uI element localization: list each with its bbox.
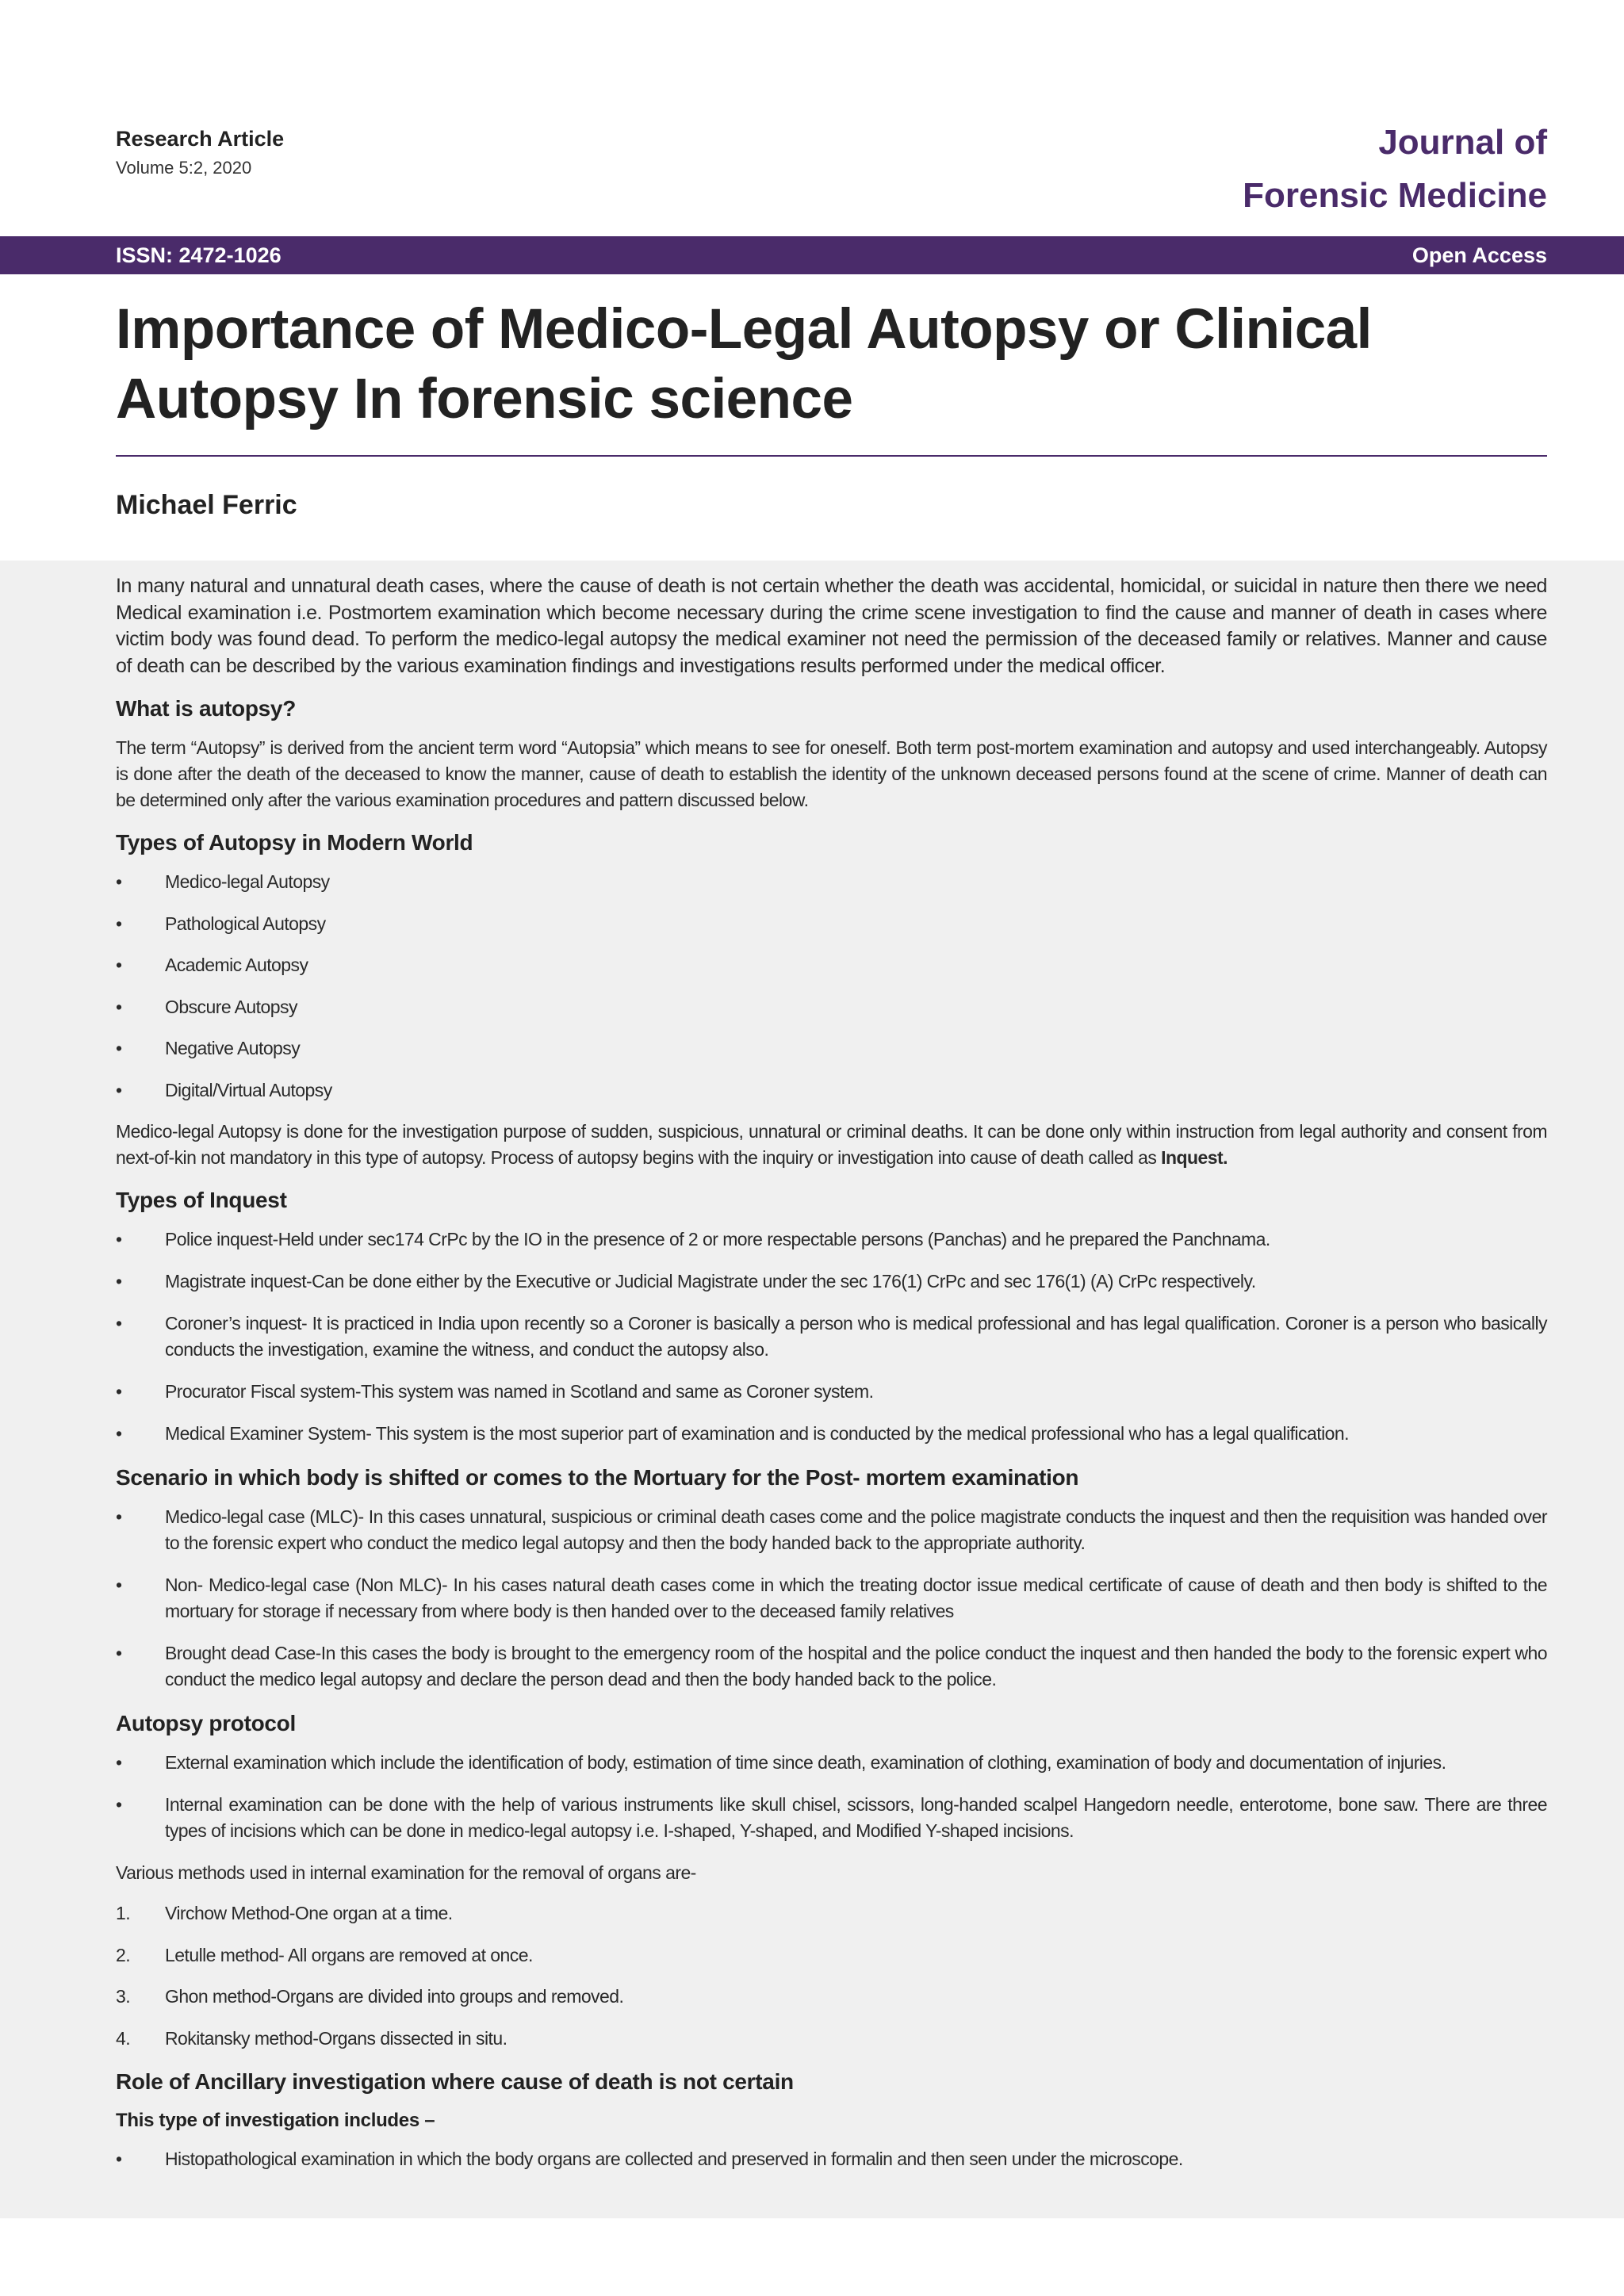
bullet-marker: • <box>116 1038 122 1058</box>
list-item <box>116 1035 1547 1062</box>
list-item <box>116 1226 1547 1253</box>
journal-name-line-1: Journal of <box>1378 123 1547 162</box>
list-item-text: Virchow Method-One organ at a time. <box>165 1903 453 1923</box>
methods-list <box>116 1900 1547 2052</box>
list-item <box>116 1750 1547 1776</box>
list-item <box>116 1984 1547 2010</box>
bullet-marker: • <box>116 1313 122 1334</box>
list-item <box>116 2026 1547 2052</box>
methods-intro: Various methods used in internal examination for the removal of organs are- <box>116 1862 696 1883</box>
inquest-term: Inquest. <box>1161 1147 1228 1168</box>
list-item <box>116 1421 1547 1447</box>
list-item-text: Coroner’s inquest- It is practiced in India upon recently so a Coroner is basically a person who is medical professional and has legal qualification. Coroner is a person who basically conducts the investigation, examine the witness, and conduct the autopsy also. <box>165 1313 1547 1360</box>
page-header <box>0 0 1624 236</box>
bullet-marker: • <box>116 1381 122 1402</box>
article-type: Research Article <box>116 127 285 151</box>
ancillary-list <box>116 2146 1547 2172</box>
what-is-autopsy-text: The term “Autopsy” is derived from the ancient term word “Autopsia” which means to see for oneself. Both term post-mortem examination and autopsy and used interchangeably. Autopsy is done after the death of the deceased to know the manner, cause of death to establish the identity of the unknown deceased persons found at the scene of crime. Manner of death can be determined only after the various examination procedures and pattern discussed below. <box>116 737 1547 810</box>
list-item-text: Police inquest-Held under sec174 CrPc by the IO in the presence of 2 or more respectable persons (Panchas) and he prepared the Panchnama. <box>165 1229 1270 1249</box>
title-divider <box>116 455 1547 457</box>
list-item <box>116 1640 1547 1693</box>
list-item <box>116 952 1547 978</box>
bullet-marker: • <box>116 1423 122 1444</box>
list-item-text: Internal examination can be done with the help of various instruments like skull chisel, scissors, long-handed scalpel Hangedorn needle, enterotome, bone saw. There are three types of incisions which can be done in medico-legal autopsy i.e. I-shaped, Y-shaped, and Modified Y-shaped incisions. <box>165 1794 1547 1841</box>
list-item-text: Obscure Autopsy <box>165 996 297 1017</box>
list-item <box>116 1269 1547 1295</box>
bullet-marker: • <box>116 1794 122 1815</box>
list-item-text: Academic Autopsy <box>165 955 308 975</box>
list-item <box>116 1942 1547 1969</box>
bullet-marker: • <box>116 1752 122 1773</box>
list-number: 1. <box>116 1903 131 1923</box>
author-name: Michael Ferric <box>116 490 297 520</box>
journal-name <box>1243 116 1547 222</box>
section-heading-autopsy-protocol: Autopsy protocol <box>116 1711 296 1735</box>
list-item <box>116 911 1547 937</box>
bullet-marker: • <box>116 1079 122 1100</box>
list-item <box>116 1900 1547 1927</box>
list-item <box>116 1379 1547 1405</box>
list-item-text: Brought dead Case-In this cases the body is brought to the emergency room of the hospital and the police conduct the inquest and then handed the body to the forensic expert who conduct the medico legal autopsy and declare the person dead and then the body handed back to the police. <box>165 1643 1547 1689</box>
article-title: Importance of Medico-Legal Autopsy or Clinical Autopsy In forensic science <box>116 298 1372 430</box>
types-of-inquest-list <box>116 1226 1547 1447</box>
list-item <box>116 1311 1547 1363</box>
bullet-marker: • <box>116 996 122 1017</box>
list-item-text: Digital/Virtual Autopsy <box>165 1079 332 1100</box>
issn-band <box>0 236 1624 274</box>
bullet-marker: • <box>116 1575 122 1595</box>
list-number: 4. <box>116 2027 131 2049</box>
open-access-label: Open Access <box>1411 243 1547 267</box>
bullet-marker: • <box>116 2149 122 2169</box>
list-item-text: Medico-legal case (MLC)- In this cases unnatural, suspicious or criminal death cases come and the police magistrate conducts the inquest and then the requisition was handed over to the forensic expert who conduct the medico legal autopsy and then the body handed back to the appropriate authority. <box>165 1506 1547 1553</box>
article-body <box>0 561 1624 2218</box>
article-body-text <box>116 573 1547 2188</box>
types-of-autopsy-list <box>116 869 1547 1104</box>
list-item <box>116 1077 1547 1104</box>
bullet-marker: • <box>116 913 122 934</box>
list-item-text: Pathological Autopsy <box>165 913 326 934</box>
list-item <box>116 2146 1547 2172</box>
list-item-text: Non- Medico-legal case (Non MLC)- In his cases natural death cases come in which the treating doctor issue medical certificate of cause of death and then body is shifted to the mortuary for storage if necessary from where body is then handed over to the deceased family relatives <box>165 1575 1547 1621</box>
list-item-text: Procurator Fiscal system-This system was named in Scotland and same as Coroner system. <box>165 1381 874 1402</box>
medico-legal-text: Medico-legal Autopsy is done for the investigation purpose of sudden, suspicious, unnatural or criminal deaths. It can be done only within instruction from legal authority and consent from next-of-kin not mandatory in this type of autopsy. Process of autopsy begins with the inquiry or investigation into cause of death called as <box>116 1121 1547 1168</box>
section-heading-ancillary-investigation: Role of Ancillary investigation where cause of death is not certain <box>116 2069 794 2094</box>
autopsy-protocol-list <box>116 1750 1547 1844</box>
section-heading-types-of-autopsy: Types of Autopsy in Modern World <box>116 830 473 855</box>
list-number: 3. <box>116 1986 131 2007</box>
bullet-marker: • <box>116 1506 122 1527</box>
list-item <box>116 1572 1547 1624</box>
journal-name-line-2: Forensic Medicine <box>1243 176 1547 215</box>
section-heading-what-is-autopsy: What is autopsy? <box>116 696 296 721</box>
issn: ISSN: 2472-1026 <box>116 243 282 267</box>
scenario-list <box>116 1504 1547 1693</box>
medico-legal-autopsy-text <box>116 1119 1547 1171</box>
list-item-text: Negative Autopsy <box>165 1038 301 1058</box>
list-item <box>116 869 1547 895</box>
bullet-marker: • <box>116 1271 122 1292</box>
list-item <box>116 1792 1547 1844</box>
list-item <box>116 994 1547 1020</box>
list-number: 2. <box>116 1944 131 1965</box>
list-item-text: Rokitansky method-Organs dissected in situ. <box>165 2027 508 2049</box>
abstract: In many natural and unnatural death cases, where the cause of death is not certain whether the death was accidental, homicidal, or suicidal in nature then there we need Medical examination i.e. Postmortem examination which become necessary during the crime scene investigation to find the cause and manner of death in cases where victim body was found dead. To perform the medico-legal autopsy the medical examiner not need the permission of the deceased family or relatives. Manner and cause of death can be described by the various examination findings and investigations results performed under the medical officer. <box>116 575 1547 677</box>
bullet-marker: • <box>116 1229 122 1249</box>
section-heading-types-of-inquest: Types of Inquest <box>116 1188 287 1212</box>
list-item-text: Magistrate inquest-Can be done either by the Executive or Judicial Magistrate under the sec 176(1) CrPc and sec 176(1) (A) CrPc respectively. <box>165 1271 1256 1292</box>
bullet-marker: • <box>116 955 122 975</box>
volume-info: Volume 5:2, 2020 <box>116 158 252 178</box>
ancillary-subheading: This type of investigation includes – <box>116 2110 435 2131</box>
list-item <box>116 1504 1547 1556</box>
section-heading-scenario: Scenario in which body is shifted or comes to the Mortuary for the Post- mortem examination <box>116 1465 1079 1490</box>
list-item-text: Ghon method-Organs are divided into groups and removed. <box>165 1986 624 2007</box>
list-item-text: Medico-legal Autopsy <box>165 871 330 892</box>
list-item-text: Medical Examiner System- This system is the most superior part of examination and is conducted by the medical professional who has a legal qualification. <box>165 1423 1349 1444</box>
bullet-marker: • <box>116 871 122 892</box>
list-item-text: Letulle method- All organs are removed at once. <box>165 1944 533 1965</box>
list-item-text: Histopathological examination in which the body organs are collected and preserved in formalin and then seen under the microscope. <box>165 2149 1183 2169</box>
list-item-text: External examination which include the identification of body, estimation of time since death, examination of clothing, examination of body and documentation of injuries. <box>165 1752 1446 1773</box>
bullet-marker: • <box>116 1643 122 1663</box>
